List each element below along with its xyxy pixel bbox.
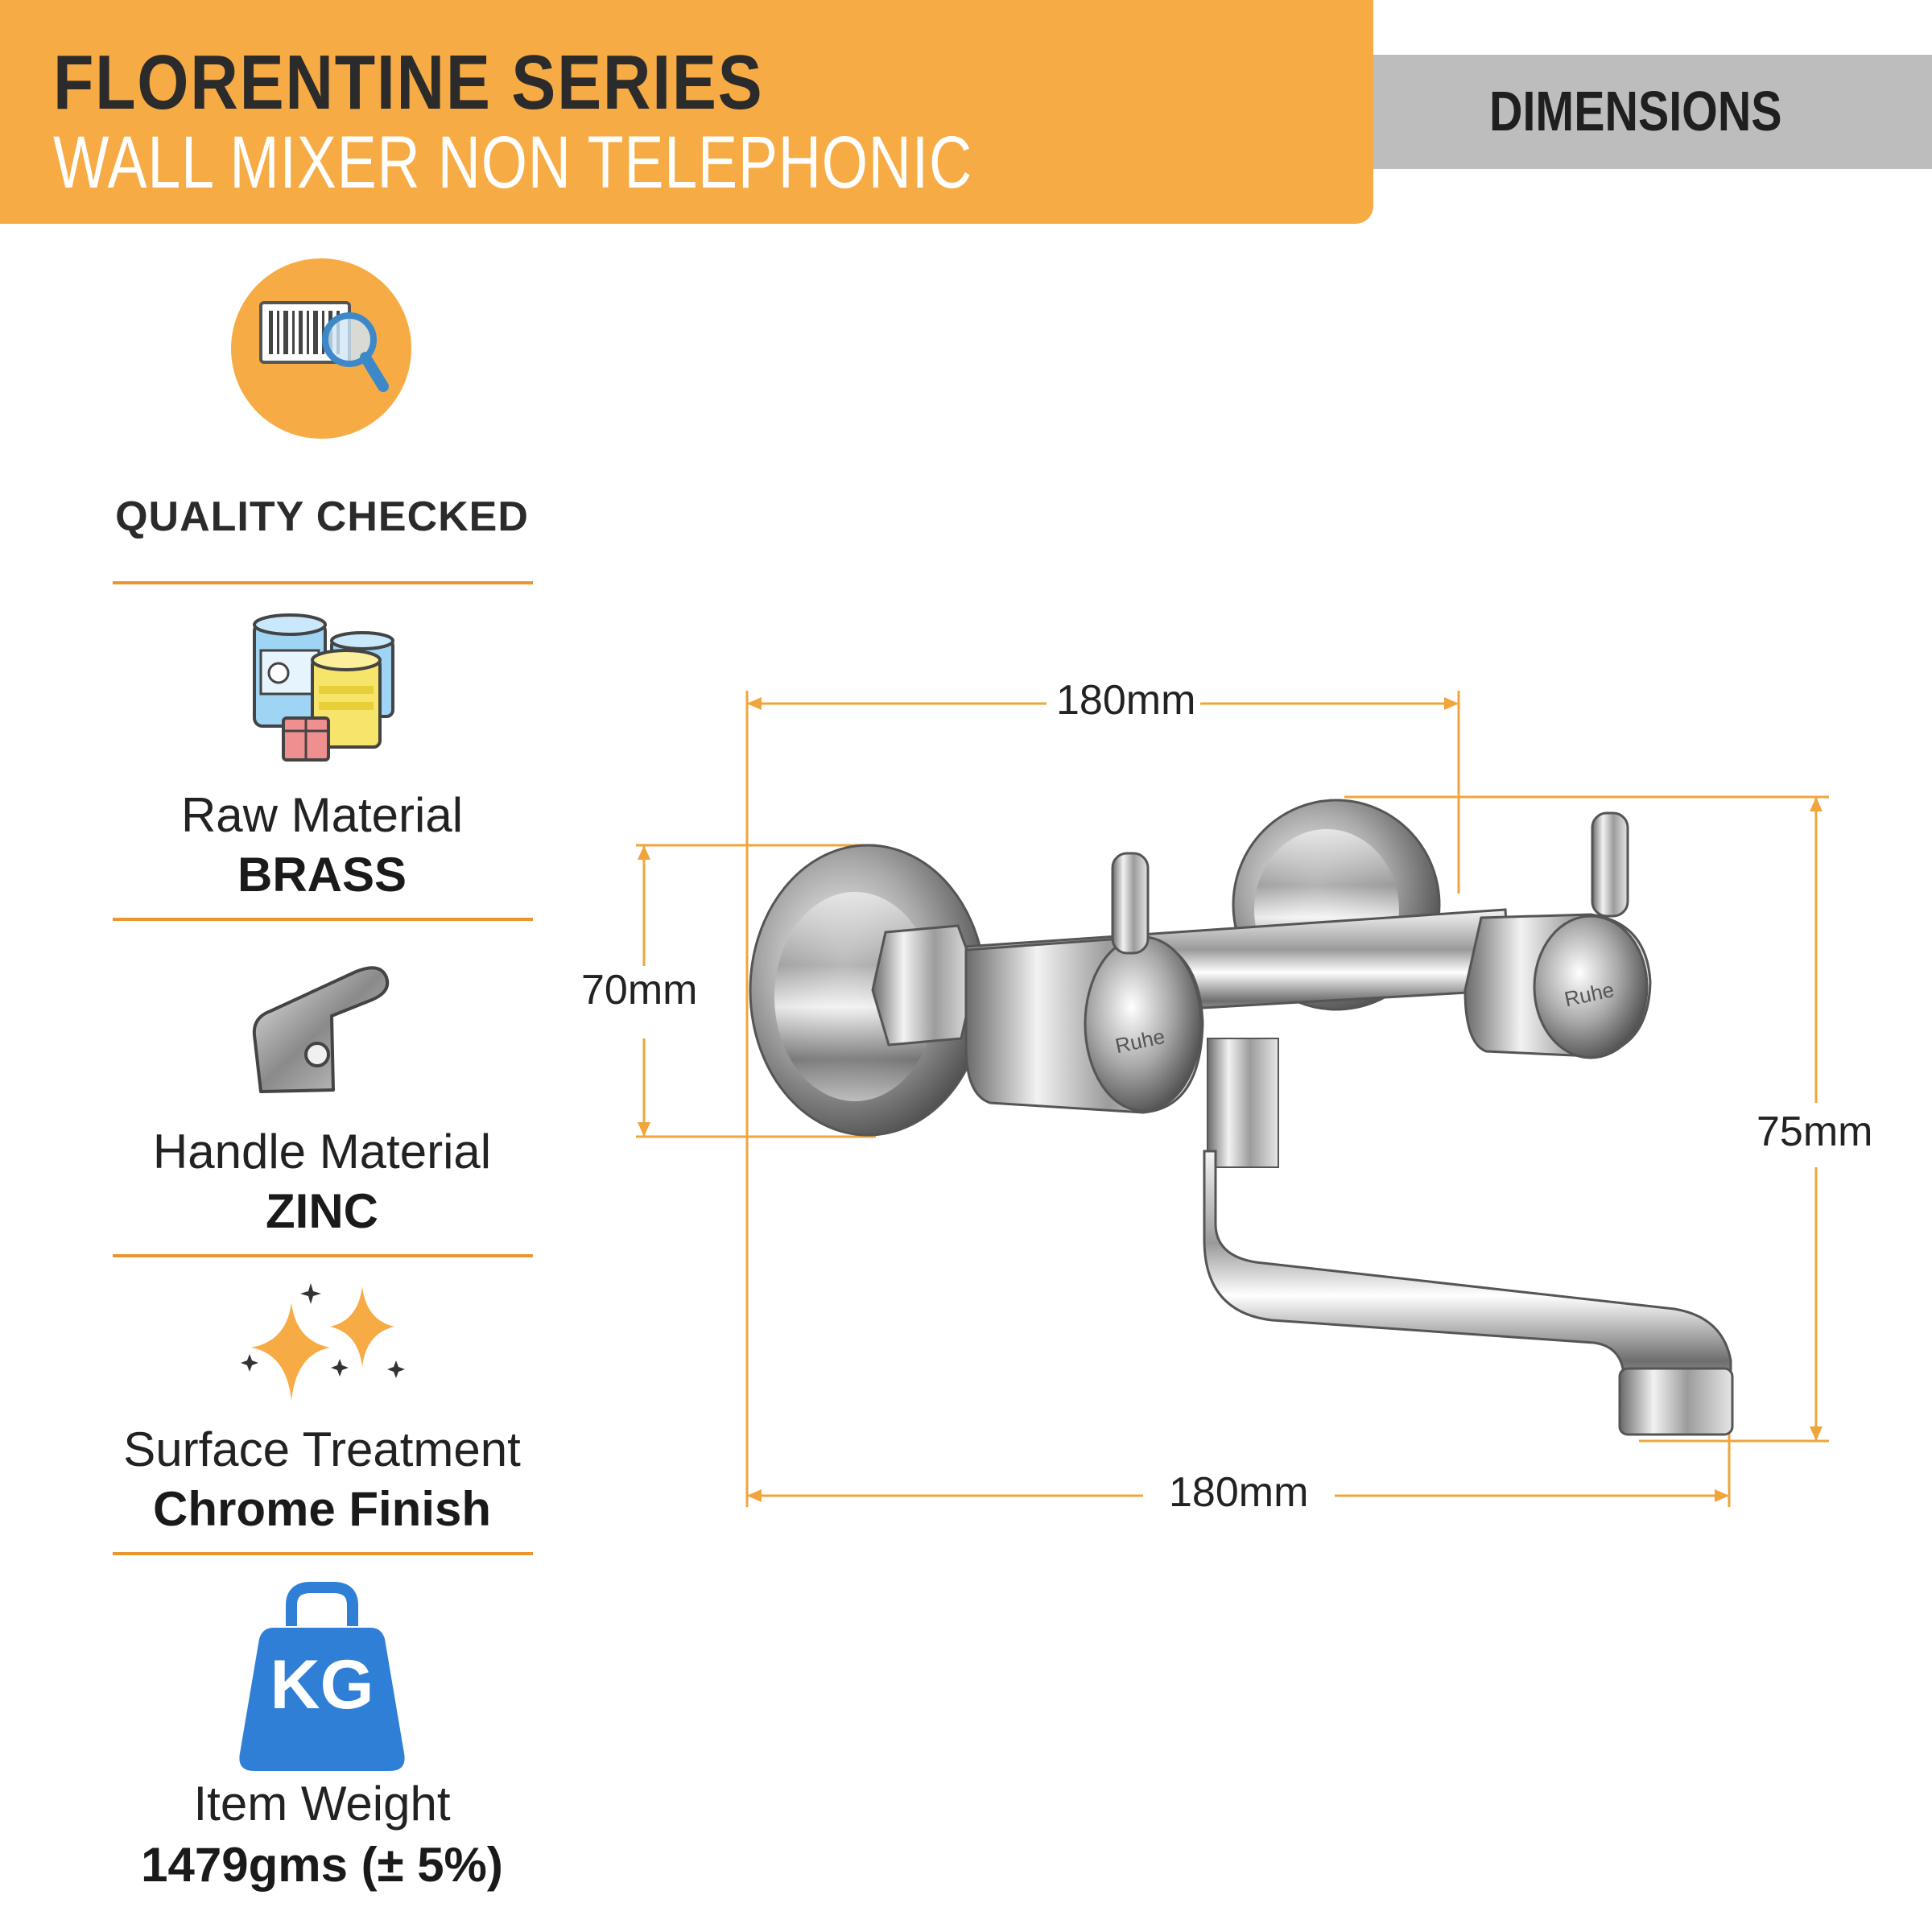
raw-material-label: Raw Material — [180, 788, 464, 842]
dimension-left-height: 70mm — [576, 966, 702, 1014]
series-title: FLORENTINE SERIES — [53, 39, 764, 126]
brand-mark-right: Ruhe — [1562, 977, 1616, 1012]
surface-treatment-value: Chrome Finish — [152, 1482, 492, 1536]
item-weight-label: Item Weight — [193, 1777, 451, 1831]
quality-checked-label: QUALITY CHECKED — [115, 493, 529, 540]
brand-mark-left: Ruhe — [1113, 1024, 1167, 1059]
weight-badge-text: KG — [270, 1646, 374, 1724]
dimension-right-height: 75mm — [1752, 1108, 1877, 1156]
faucet-image — [750, 800, 1732, 1435]
item-weight-value: 1479gms (± 5%) — [141, 1838, 503, 1892]
dimension-bottom-width: 180mm — [1164, 1468, 1313, 1517]
handle-material-label: Handle Material — [152, 1125, 492, 1179]
surface-treatment-label: Surface Treatment — [123, 1422, 521, 1476]
product-subtitle: WALL MIXER NON TELEPHONIC — [53, 122, 972, 204]
raw-material-value: BRASS — [237, 848, 407, 902]
dimensions-label: DIMENSIONS — [1489, 80, 1782, 142]
handle-material-value: ZINC — [266, 1184, 378, 1238]
dimension-top-width: 180mm — [1051, 676, 1200, 724]
